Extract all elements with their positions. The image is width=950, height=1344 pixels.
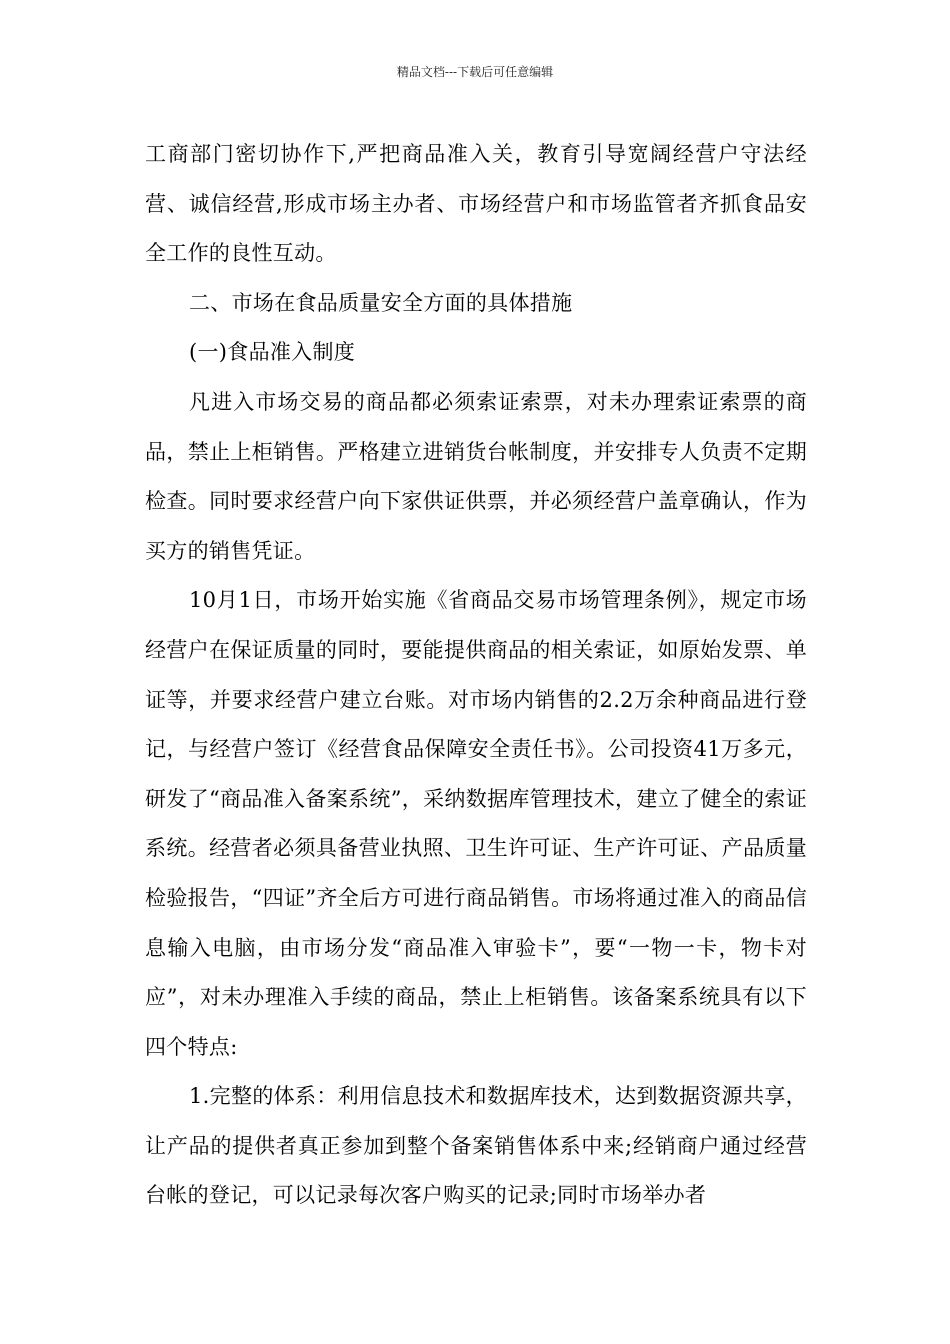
page-header: 精品文档---下载后可任意编辑 — [396, 65, 554, 79]
paragraph-admission-rules: 凡进入市场交易的商品都必须索证索票，对未办理索证索票的商品，禁止上柜销售。严格建立进销货台帐制度，并安排专人负责不定期检查。同时要求经营户向下家供证供票，并必须经营户盖章确认，作为买方的销售凭证。 — [145, 389, 807, 563]
document-body — [145, 130, 807, 1221]
paragraph-feature-1: 1.完整的体系：利用信息技术和数据库技术，达到数据资源共享，让产品的提供者真正参加到整个备案销售体系中来;经销商户通过经营台帐的登记，可以记录每次客户购买的记录;同时市场举办者 — [145, 1084, 807, 1208]
paragraph-regulation: 10月1日，市场开始实施《省商品交易市场管理条例》，规定市场经营户在保证质量的同时，要能提供商品的相关索证，如原始发票、单证等，并要求经营户建立台账。对市场内销售的2.2万余种商品进行登记，与经营户签订《经营食品保障安全责任书》。公司投资41万多元，研发了“商品准入备案系统”，采纳数据库管理技术，建立了健全的索证系统。经营者必须具备营业执照、卫生许可证、生产许可证、产品质量检验报告，“四证”齐全后方可进行商品销售。市场将通过准入的商品信息输入电脑，由市场分发“商品准入审验卡”，要“一物一卡，物卡对应”，对未办理准入手续的商品，禁止上柜销售。该备案系统具有以下四个特点: — [145, 588, 807, 1059]
section-heading: 二、市场在食品质量安全方面的具体措施 — [189, 290, 573, 315]
subsection-heading: (一)食品准入制度 — [189, 340, 356, 365]
paragraph-continuation: 工商部门密切协作下,严把商品准入关，教育引导宽阔经营户守法经营、诚信经营,形成市场主办者、市场经营户和市场监管者齐抓食品安全工作的良性互动。 — [145, 142, 807, 266]
